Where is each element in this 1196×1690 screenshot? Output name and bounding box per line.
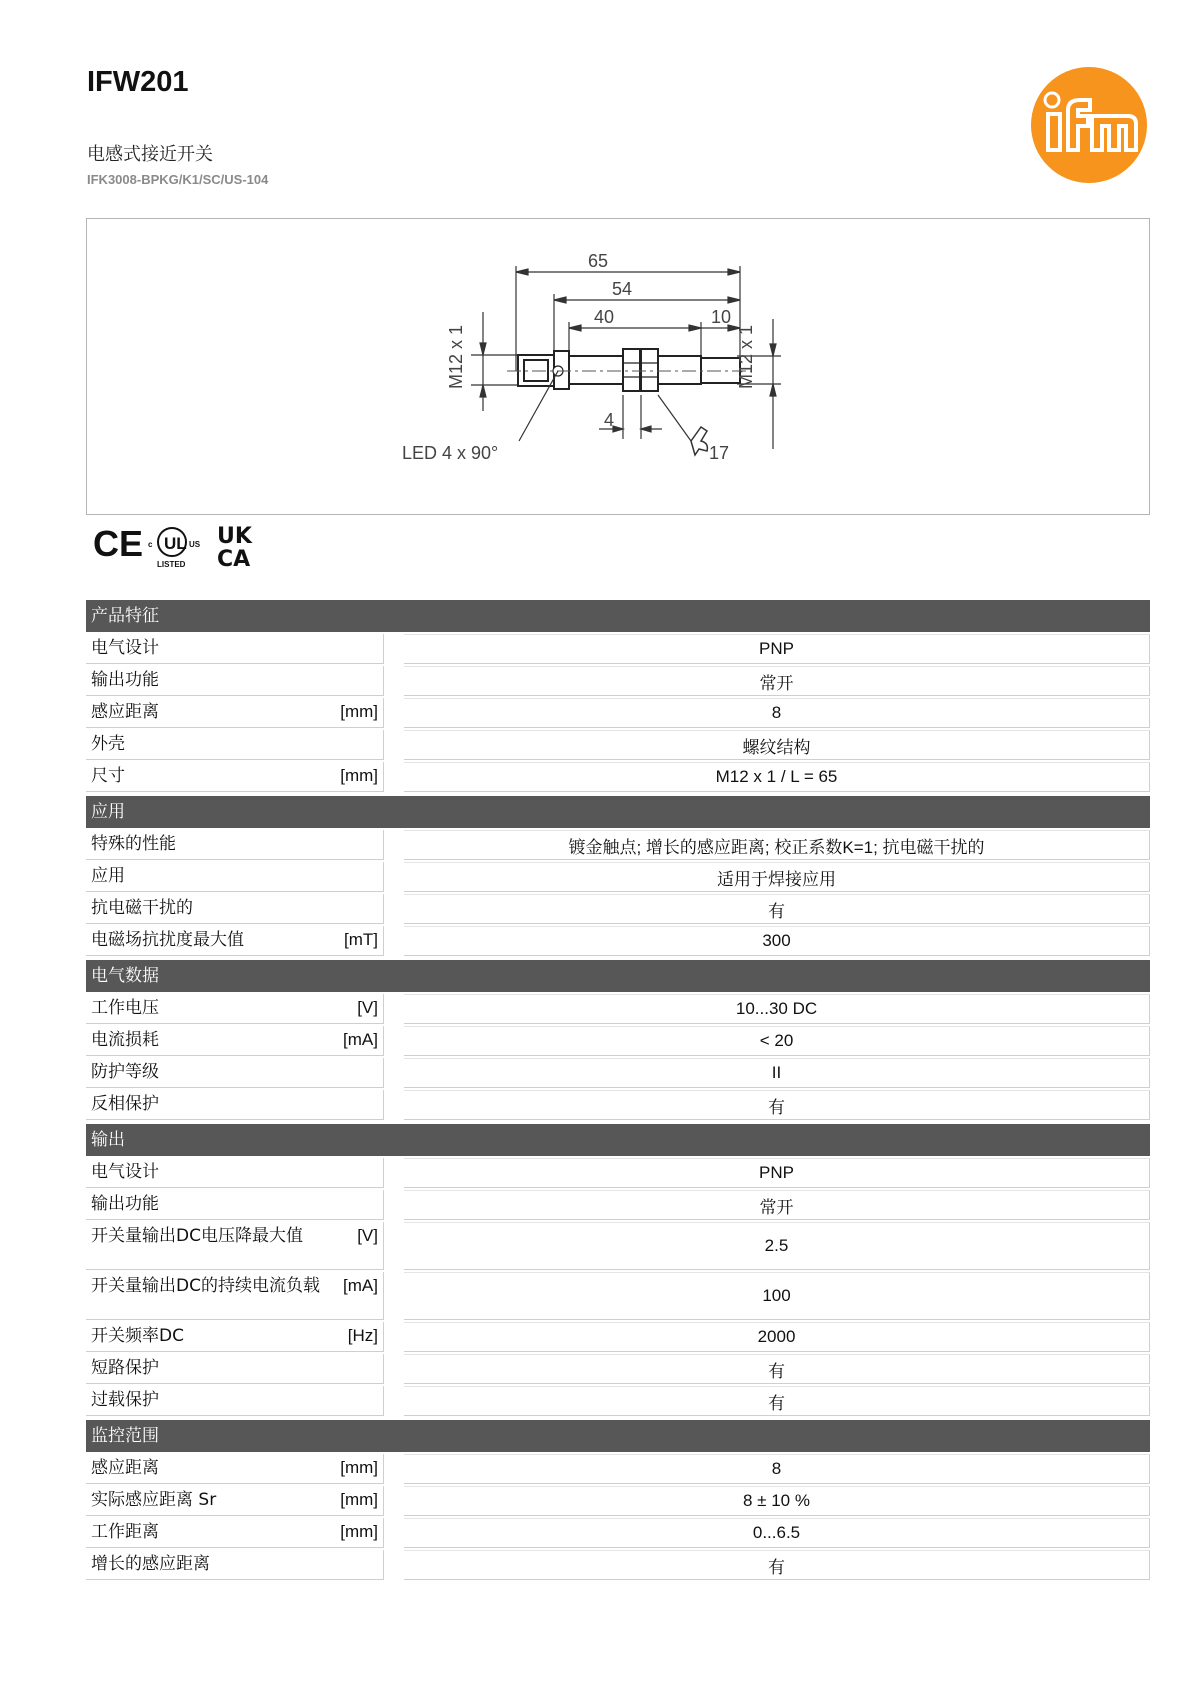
spec-label: 电气设计	[91, 638, 159, 658]
svg-text:CA: CA	[217, 547, 251, 572]
product-title: IFW201	[87, 66, 189, 98]
section-header: 电气数据	[86, 960, 1150, 992]
spec-unit: [mm]	[340, 1522, 378, 1541]
spec-label: 电气设计	[91, 1162, 159, 1182]
spec-unit	[372, 1389, 378, 1412]
spec-label: 开关量输出DC电压降最大值	[91, 1226, 303, 1246]
spec-section	[86, 600, 1150, 796]
spec-unit: [Hz]	[347, 1326, 378, 1345]
spec-label: 反相保护	[91, 1094, 159, 1114]
spec-unit	[372, 1553, 378, 1576]
spec-row	[86, 1222, 1150, 1270]
spec-label: 输出功能	[91, 1194, 159, 1214]
dim-10-label: 10	[711, 307, 732, 327]
spec-value: 常开	[404, 1190, 1150, 1220]
svg-text:US: US	[189, 540, 201, 549]
spec-label: 抗电磁干扰的	[91, 898, 193, 918]
spec-value: 有	[404, 1386, 1150, 1416]
spec-label: 感应距离	[91, 702, 159, 722]
spec-unit	[372, 1357, 378, 1380]
spec-row	[86, 1518, 1150, 1548]
dim-40-label: 40	[594, 307, 615, 327]
product-subtitle: 电感式接近开关	[87, 144, 213, 165]
spec-section	[86, 1420, 1150, 1584]
spec-row	[86, 1090, 1150, 1120]
spec-row	[86, 1550, 1150, 1580]
spec-value: < 20	[404, 1026, 1150, 1056]
spec-row	[86, 1190, 1150, 1220]
spec-label: 感应距离	[91, 1458, 159, 1478]
spec-section	[86, 1124, 1150, 1420]
spec-value: 2000	[404, 1322, 1150, 1352]
spec-label: 开关量输出DC的持续电流负载	[91, 1276, 320, 1296]
spec-row	[86, 1158, 1150, 1188]
spec-value: 常开	[404, 666, 1150, 696]
section-header: 产品特征	[86, 600, 1150, 632]
spec-row	[86, 894, 1150, 924]
spec-unit: [mA]	[343, 1276, 378, 1295]
spec-label: 特殊的性能	[91, 834, 176, 854]
dim-65-label: 65	[588, 251, 609, 271]
spec-label: 过载保护	[91, 1390, 159, 1410]
spec-label: 工作电压	[91, 998, 159, 1018]
spec-row	[86, 1058, 1150, 1088]
spec-row	[86, 1486, 1150, 1516]
ifm-logo	[1030, 51, 1148, 184]
spec-unit	[372, 669, 378, 692]
spec-unit	[372, 1161, 378, 1184]
spec-value: 8	[404, 1454, 1150, 1484]
spec-unit	[372, 1193, 378, 1216]
spec-value: 0...6.5	[404, 1518, 1150, 1548]
dim-4-label: 4	[604, 410, 615, 430]
spec-value: 有	[404, 1550, 1150, 1580]
spec-row	[86, 698, 1150, 728]
logo-text: ifm	[1030, 51, 1056, 70]
dimension-drawing	[86, 218, 1150, 515]
spec-value: 10...30 DC	[404, 994, 1150, 1024]
spec-label: 开关频率DC	[91, 1326, 184, 1346]
spec-row	[86, 1354, 1150, 1384]
certification-marks	[93, 522, 263, 572]
spec-row	[86, 862, 1150, 892]
spec-label: 实际感应距离 Sr	[91, 1490, 217, 1510]
spec-unit	[372, 1061, 378, 1084]
spec-value: PNP	[404, 1158, 1150, 1188]
product-code: IFK3008-BPKG/K1/SC/US-104	[87, 172, 269, 187]
spec-unit	[372, 865, 378, 888]
spec-unit: [mT]	[344, 930, 378, 949]
spec-label: 电磁场抗扰度最大值	[91, 930, 244, 950]
spec-value: PNP	[404, 634, 1150, 664]
spec-section	[86, 960, 1150, 1124]
spec-value: 适用于焊接应用	[404, 862, 1150, 892]
spec-value: 8 ± 10 %	[404, 1486, 1150, 1516]
spec-label: 防护等级	[91, 1062, 159, 1082]
spec-row	[86, 666, 1150, 696]
spec-value: 有	[404, 894, 1150, 924]
thread-right-label: M12 x 1	[736, 324, 756, 389]
spec-row	[86, 926, 1150, 956]
spec-row	[86, 1026, 1150, 1056]
spec-unit	[372, 637, 378, 660]
spec-table	[86, 600, 1150, 1584]
spec-label: 外壳	[91, 734, 125, 754]
spec-unit	[372, 1093, 378, 1116]
ukca-mark	[217, 524, 253, 572]
svg-text:LISTED: LISTED	[157, 560, 186, 569]
dim-54-label: 54	[612, 279, 633, 299]
section-header: 应用	[86, 796, 1150, 828]
spec-section	[86, 796, 1150, 960]
ce-mark: CE	[93, 523, 144, 564]
spec-row	[86, 994, 1150, 1024]
spec-value: M12 x 1 / L = 65	[404, 762, 1150, 792]
svg-text:UK: UK	[217, 524, 252, 549]
spec-label: 输出功能	[91, 670, 159, 690]
led-label: LED 4 x 90°	[402, 443, 499, 463]
spec-label: 短路保护	[91, 1358, 159, 1378]
spec-unit	[372, 897, 378, 920]
spec-label: 电流损耗	[91, 1030, 159, 1050]
spec-label: 尺寸	[91, 766, 125, 786]
spec-row	[86, 634, 1150, 664]
spec-value: 有	[404, 1354, 1150, 1384]
spec-row	[86, 730, 1150, 760]
spec-value: 300	[404, 926, 1150, 956]
spec-value: 螺纹结构	[404, 730, 1150, 760]
ul-mark	[148, 528, 201, 569]
spec-unit: [mm]	[340, 766, 378, 785]
spec-value: 有	[404, 1090, 1150, 1120]
svg-text:UL: UL	[164, 534, 187, 553]
spec-row	[86, 1322, 1150, 1352]
spec-unit	[372, 733, 378, 756]
spec-row	[86, 762, 1150, 792]
section-header: 输出	[86, 1124, 1150, 1156]
spec-unit	[372, 833, 378, 856]
spec-unit: [mm]	[340, 1490, 378, 1509]
spec-unit: [mm]	[340, 1458, 378, 1477]
thread-left-label: M12 x 1	[446, 324, 466, 389]
section-header: 监控范围	[86, 1420, 1150, 1452]
svg-text:c: c	[148, 540, 153, 549]
spec-value: 镀金触点; 增长的感应距离; 校正系数K=1; 抗电磁干扰的	[404, 830, 1150, 860]
spec-unit: [V]	[357, 1226, 378, 1245]
spec-label: 应用	[91, 866, 125, 886]
spec-unit: [V]	[357, 998, 378, 1017]
spec-label: 工作距离	[91, 1522, 159, 1542]
spec-row	[86, 1454, 1150, 1484]
spec-value: 100	[404, 1272, 1150, 1320]
spec-value: 8	[404, 698, 1150, 728]
spec-row	[86, 1272, 1150, 1320]
spec-label: 增长的感应距离	[91, 1554, 210, 1574]
spec-unit: [mA]	[343, 1030, 378, 1049]
spec-row	[86, 830, 1150, 860]
wrench-size-label: 17	[709, 443, 730, 463]
spec-value: II	[404, 1058, 1150, 1088]
spec-unit: [mm]	[340, 702, 378, 721]
spec-value: 2.5	[404, 1222, 1150, 1270]
spec-row	[86, 1386, 1150, 1416]
